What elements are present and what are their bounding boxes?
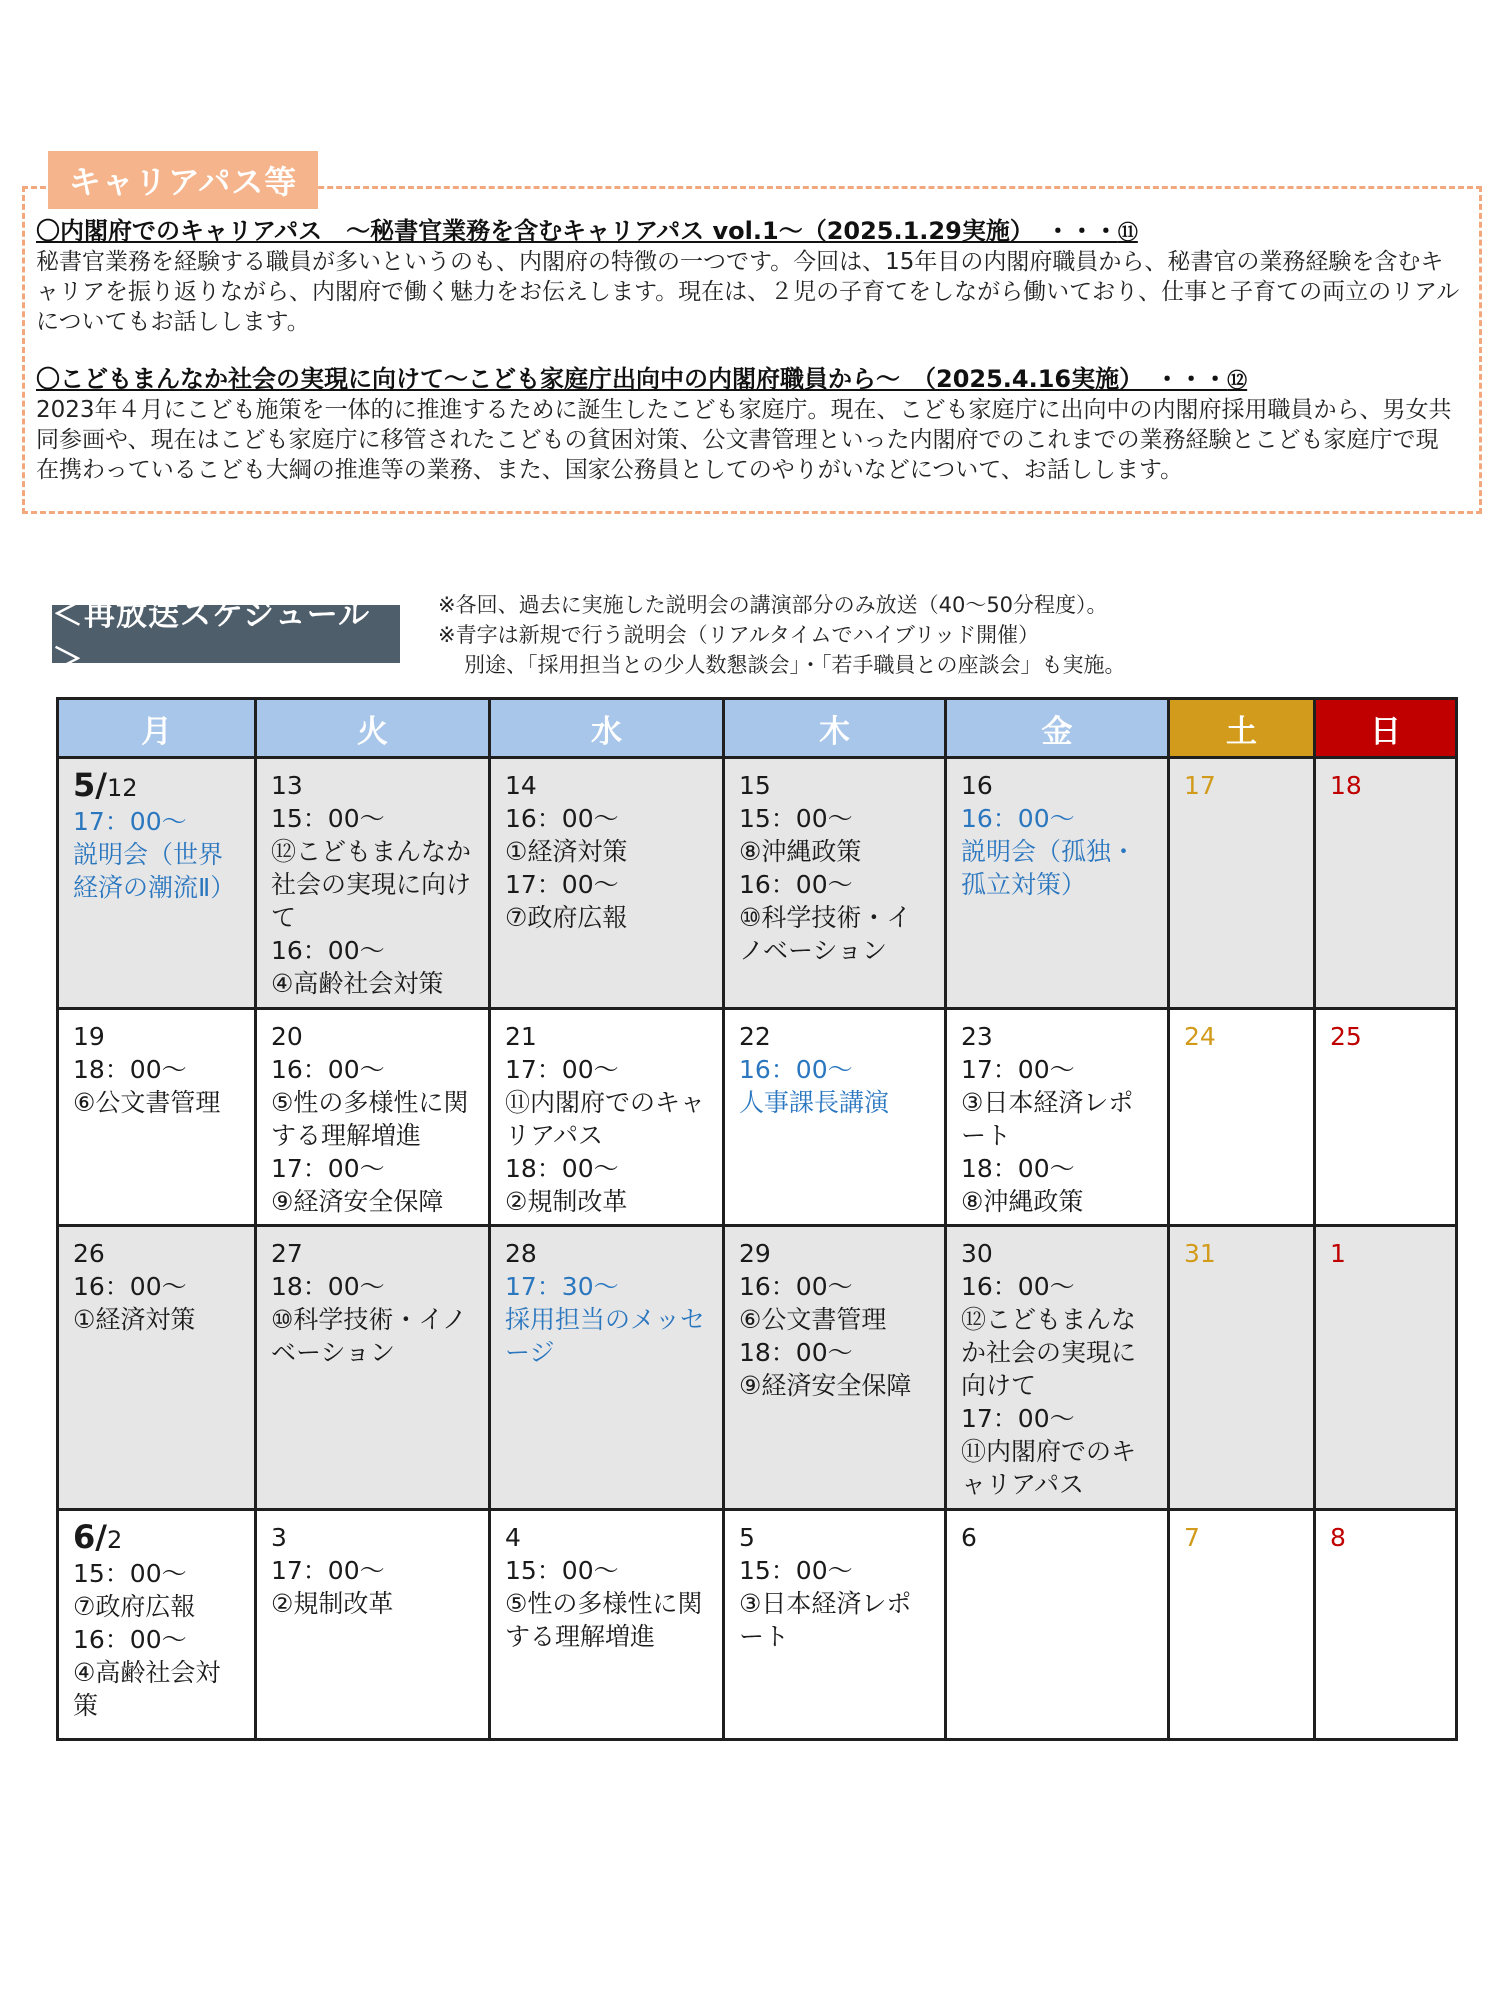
day-label: 17	[1184, 771, 1216, 800]
schedule-entry: 17：00～	[961, 1404, 1075, 1433]
schedule-entry: 16：00～	[73, 1625, 187, 1654]
weekday-wed: 水	[490, 699, 724, 758]
day-number	[739, 1521, 934, 1554]
career-item-1	[36, 216, 1461, 337]
day-label: 3	[271, 1523, 287, 1552]
weekday-header-row	[58, 699, 1457, 758]
schedule-entry: 15：00～	[739, 804, 853, 833]
schedule-entry: 16：00～	[739, 1272, 853, 1301]
weekday-fri: 金	[946, 699, 1169, 758]
day-number	[271, 1521, 478, 1554]
schedule-entry: 16：00～	[271, 1055, 385, 1084]
calendar-body	[58, 758, 1457, 1740]
calendar-day-cell	[1169, 1226, 1315, 1510]
calendar-day-cell	[724, 1009, 946, 1226]
day-number	[1184, 1521, 1303, 1554]
schedule-note-1: ※各回、過去に実施した説明会の講演部分のみ放送（40～50分程度）。	[438, 593, 1108, 617]
schedule-entry: ③日本経済レポート	[739, 1589, 912, 1651]
day-label: 21	[505, 1022, 537, 1051]
calendar-day-cell	[1169, 1510, 1315, 1740]
schedule-entry: ⑫こどもまんなか社会の実現に向けて	[271, 837, 472, 932]
day-number	[1330, 769, 1445, 802]
schedule-entry: ⑥公文書管理	[73, 1088, 221, 1117]
day-label: 25	[1330, 1022, 1362, 1051]
career-item-2	[36, 364, 1461, 485]
calendar-week-row	[58, 1510, 1457, 1740]
calendar-day-cell	[490, 758, 724, 1009]
schedule-entry: ④高齢社会対策	[271, 969, 444, 998]
day-label: 24	[1184, 1022, 1216, 1051]
day-label: 19	[73, 1022, 105, 1051]
rebroadcast-calendar	[56, 697, 1458, 1741]
schedule-entry: ⑦政府広報	[505, 903, 628, 932]
schedule-notes	[438, 590, 1126, 680]
schedule-entry: 17：00～	[73, 807, 187, 836]
career-item-2-title	[36, 364, 1461, 395]
schedule-entry: 15：00～	[271, 804, 385, 833]
day-number	[1184, 1020, 1303, 1053]
schedule-entry: ⑫こどもまんなか社会の実現に向けて	[961, 1305, 1137, 1400]
day-number	[505, 1020, 712, 1053]
day-number	[961, 769, 1157, 802]
schedule-entry: 16：00～	[739, 1055, 853, 1084]
schedule-entry: ⑦政府広報	[73, 1592, 196, 1621]
day-label: 4	[505, 1523, 521, 1552]
calendar-week-row	[58, 1009, 1457, 1226]
calendar-day-cell	[724, 1510, 946, 1740]
schedule-entry: 16：00～	[739, 870, 853, 899]
schedule-entry: 18：00～	[739, 1338, 853, 1367]
schedule-entry: ⑤性の多様性に関する理解増進	[271, 1088, 469, 1150]
schedule-entry: 18：00～	[271, 1272, 385, 1301]
schedule-entry: 16：00～	[961, 1272, 1075, 1301]
day-label: 15	[739, 771, 771, 800]
day-number	[739, 769, 934, 802]
schedule-entry: 15：00～	[739, 1556, 853, 1585]
calendar-day-cell	[58, 758, 256, 1009]
day-label: 1	[1330, 1239, 1346, 1268]
schedule-entry: ⑧沖縄政策	[961, 1187, 1084, 1216]
schedule-entry: 17：00～	[505, 1055, 619, 1084]
career-item-2-body: 2023年４月にこども施策を一体的に推進するために誕生したこども家庭庁。現在、こども家庭庁に出向中の内閣府採用職員から、男女共同参画や、現在はこども家庭庁に移管されたこどもの貧困対策、公文書管理といった内閣府でのこれまでの業務経験とこども家庭庁で現在携わっているこども大綱の推進等の業務、また、国家公務員としてのやりがいなどについて、お話しします。	[36, 397, 1452, 483]
month-label: 5/	[73, 766, 107, 804]
schedule-entry: 16：00～	[271, 936, 385, 965]
schedule-entry: 17：00～	[271, 1556, 385, 1585]
day-number	[505, 1521, 712, 1554]
day-label: 23	[961, 1022, 993, 1051]
schedule-entry: ①経済対策	[505, 837, 628, 866]
schedule-entry: 15：00～	[505, 1556, 619, 1585]
day-label: 28	[505, 1239, 537, 1268]
day-label: 27	[271, 1239, 303, 1268]
day-number	[1184, 1237, 1303, 1270]
schedule-entry: ⑥公文書管理	[739, 1305, 887, 1334]
calendar-day-cell	[946, 1510, 1169, 1740]
schedule-entry: 18：00～	[505, 1154, 619, 1183]
schedule-entry: 15：00～	[73, 1559, 187, 1588]
calendar-week-row	[58, 1226, 1457, 1510]
schedule-entry: ②規制改革	[271, 1589, 394, 1618]
career-item-2-mark: ⑫	[1227, 368, 1248, 392]
schedule-entry: ⑧沖縄政策	[739, 837, 862, 866]
schedule-entry: 17：00～	[271, 1154, 385, 1183]
calendar-day-cell	[1169, 758, 1315, 1009]
schedule-entry: 17：00～	[961, 1055, 1075, 1084]
calendar-day-cell	[256, 1510, 490, 1740]
day-label: 20	[271, 1022, 303, 1051]
schedule-note-2: ※青字は新規で行う説明会（リアルタイムでハイブリッド開催）	[438, 623, 1040, 647]
calendar-day-cell	[1315, 1510, 1457, 1740]
schedule-entry: ⑩科学技術・イノベーション	[271, 1305, 467, 1367]
schedule-entry: 17：30～	[505, 1272, 619, 1301]
day-number	[73, 1237, 244, 1270]
day-label: 12	[106, 774, 138, 802]
schedule-entry: ⑪内閣府でのキャリアパス	[961, 1437, 1137, 1499]
schedule-entry: 採用担当のメッセージ	[505, 1305, 706, 1367]
day-number	[1330, 1020, 1445, 1053]
schedule-entry: ⑩科学技術・イノベーション	[739, 903, 912, 965]
calendar-day-cell	[724, 1226, 946, 1510]
day-number	[271, 1237, 478, 1270]
career-item-1-mark: ⑪	[1117, 220, 1138, 244]
day-number	[271, 1020, 478, 1053]
calendar-day-cell	[58, 1510, 256, 1740]
day-number	[73, 1020, 244, 1053]
schedule-entry: ⑨経済安全保障	[271, 1187, 444, 1216]
day-label: 18	[1330, 771, 1362, 800]
schedule-entry: ①経済対策	[73, 1305, 196, 1334]
schedule-note-3: 別途、「採用担当との少人数懇談会」・「若手職員との座談会」も実施。	[464, 653, 1126, 677]
career-item-1-title-text: 〇内閣府でのキャリアパス ～秘書官業務を含むキャリアパス vol.1～（2025.1.29実施） ・・・	[36, 217, 1118, 245]
schedule-entry: ⑤性の多様性に関する理解増進	[505, 1589, 703, 1651]
day-number	[961, 1521, 1157, 1554]
day-label: 22	[739, 1022, 771, 1051]
career-path-tab: キャリアパス等	[48, 151, 318, 209]
calendar-day-cell	[1315, 758, 1457, 1009]
career-item-1-title	[36, 216, 1461, 247]
day-number	[1330, 1237, 1445, 1270]
day-label: 2	[106, 1526, 123, 1554]
calendar-day-cell	[256, 1009, 490, 1226]
day-number	[1184, 769, 1303, 802]
calendar-day-cell	[946, 758, 1169, 1009]
day-label: 31	[1184, 1239, 1216, 1268]
day-label: 16	[961, 771, 993, 800]
day-number	[739, 1237, 934, 1270]
schedule-entry: 16：00～	[73, 1272, 187, 1301]
schedule-entry: 説明会（世界経済の潮流Ⅱ）	[73, 840, 236, 902]
calendar-day-cell	[256, 758, 490, 1009]
schedule-entry: 16：00～	[505, 804, 619, 833]
day-label: 30	[961, 1239, 993, 1268]
calendar-day-cell	[58, 1009, 256, 1226]
day-label: 29	[739, 1239, 771, 1268]
schedule-entry: ②規制改革	[505, 1187, 628, 1216]
day-label: 7	[1184, 1523, 1200, 1552]
day-number	[73, 766, 244, 805]
day-label: 8	[1330, 1523, 1346, 1552]
calendar-day-cell	[1315, 1226, 1457, 1510]
day-number	[961, 1020, 1157, 1053]
schedule-entry: ③日本経済レポート	[961, 1088, 1134, 1150]
day-label: 6	[961, 1523, 977, 1552]
day-number	[505, 769, 712, 802]
calendar-day-cell	[58, 1226, 256, 1510]
day-label: 5	[739, 1523, 755, 1552]
calendar-day-cell	[946, 1226, 1169, 1510]
month-label: 6/	[73, 1518, 107, 1556]
weekday-thu: 木	[724, 699, 946, 758]
calendar-day-cell	[256, 1226, 490, 1510]
schedule-entry: ④高齢社会対策	[73, 1658, 221, 1720]
schedule-entry: ⑨経済安全保障	[739, 1371, 912, 1400]
schedule-entry: 17：00～	[505, 870, 619, 899]
weekday-sat: 土	[1169, 699, 1315, 758]
weekday-mon: 月	[58, 699, 256, 758]
day-number	[73, 1518, 244, 1557]
schedule-entry: ⑪内閣府でのキャリアパス	[505, 1088, 706, 1150]
weekday-sun: 日	[1315, 699, 1457, 758]
day-label: 14	[505, 771, 537, 800]
calendar-day-cell	[1169, 1009, 1315, 1226]
schedule-entry: 18：00～	[961, 1154, 1075, 1183]
day-number	[1330, 1521, 1445, 1554]
day-number	[271, 769, 478, 802]
day-number	[505, 1237, 712, 1270]
calendar-day-cell	[724, 758, 946, 1009]
day-label: 13	[271, 771, 303, 800]
day-label: 26	[73, 1239, 105, 1268]
day-number	[739, 1020, 934, 1053]
calendar-day-cell	[1315, 1009, 1457, 1226]
schedule-entry: 18：00～	[73, 1055, 187, 1084]
schedule-entry: 説明会（孤独・孤立対策）	[961, 837, 1137, 899]
schedule-title: ＜再放送スケジュール＞	[52, 605, 400, 663]
calendar-day-cell	[490, 1226, 724, 1510]
calendar-day-cell	[490, 1009, 724, 1226]
weekday-tue: 火	[256, 699, 490, 758]
calendar-week-row	[58, 758, 1457, 1009]
schedule-entry: 人事課長講演	[739, 1088, 890, 1117]
calendar-day-cell	[946, 1009, 1169, 1226]
calendar-day-cell	[490, 1510, 724, 1740]
career-item-1-body: 秘書官業務を経験する職員が多いというのも、内閣府の特徴の一つです。今回は、15年目の内閣府職員から、秘書官の業務経験を含むキャリアを振り返りながら、内閣府で働く魅力をお伝えします。現在は、２児の子育てをしながら働いており、仕事と子育ての両立のリアルについてもお話しします。	[36, 249, 1460, 335]
schedule-entry: 16：00～	[961, 804, 1075, 833]
day-number	[961, 1237, 1157, 1270]
career-item-2-title-text: 〇こどもまんなか社会の実現に向けて～こども家庭庁出向中の内閣府職員から～ （2025.4.16実施） ・・・	[36, 365, 1228, 393]
